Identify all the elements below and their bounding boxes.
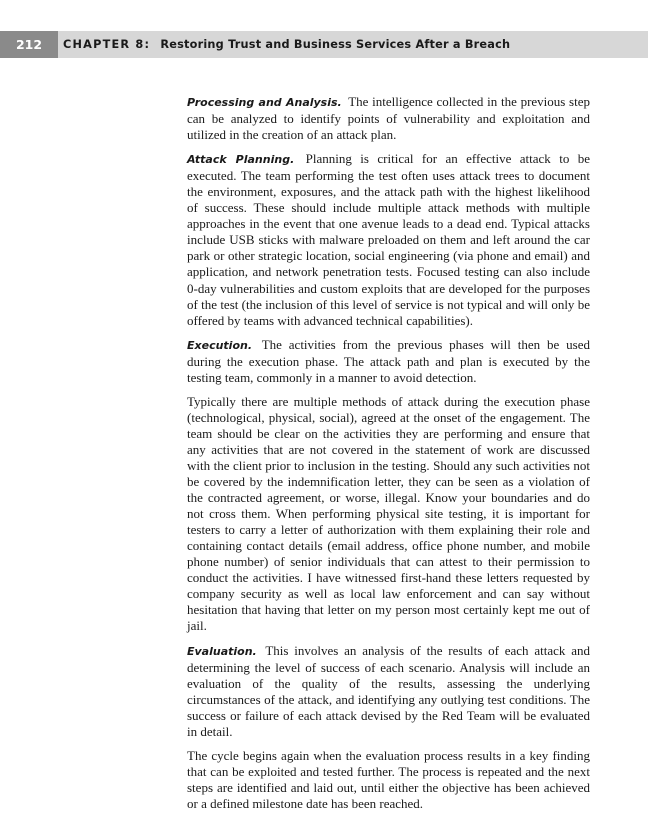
paragraph-text: This involves an analysis of the results of each attack and determining the level of success of each scenario. Analysis will include an evaluation of the quality of the results, assessing the underlying circumstances of the attack, and identifying any outlying test conditions. The success or failure of each attack devised by the Red Team will be evaluated in detail. xyxy=(187,642,590,739)
run-in-heading: Execution. xyxy=(187,338,253,352)
paragraph-text: The activities from the previous phases will then be used during the execution phase. The attack path and plan is executed by the testing team, commonly in a manner to avoid detection. xyxy=(187,336,591,385)
paragraph-cycle xyxy=(187,748,590,812)
body-text xyxy=(187,94,590,820)
paragraph-text: Typically there are multiple methods of attack during the execution phase (technological, physical, social), agreed at the onset of the engagement. The team should be clear on the activities they are performing and ensure that any activities that are not covered in the statement of work are discussed with the client prior to inclusion in the testing. Should any such activities not be covered by the indemnification letter, they can be seen as a violation of the contracted agreement, or worse, illegal. Know your boundaries and do not cross them. When performing physical site testing, it is important for testers to carry a letter of authorization with them explaining their role and containing contact details (email address, office phone number, and mobile phone number) of senior individuals that can attest to their permission to conduct the activities. I have witnessed first-hand these letters requested by company security as well as local law enforcement and can say without hesitation that having that letter on my person most certainly kept me out of jail. xyxy=(187,393,590,634)
chapter-title: Restoring Trust and Business Services After a Breach xyxy=(160,38,511,51)
paragraph-processing-and-analysis xyxy=(187,94,590,143)
paragraph-attack-planning xyxy=(187,151,590,329)
chapter-label: CHAPTER 8: xyxy=(63,38,151,51)
running-header xyxy=(0,31,648,58)
paragraph-text: Planning is critical for an effective attack to be executed. The team performing the test often uses attack trees to document the environment, exposures, and the attack path with the highest likelihood of success. These should include multiple attack methods with multiple approaches in the event that one avenue leads to a dead end. Typical attacks include USB sticks with malware preloaded on them and left around the car park or other strategic location, social engineering (via phone and email) and application, and network penetration tests. Focused testing can also include 0-day vulnerabilities and custom exploits that are developed for the purposes of the test (the inclusion of this level of service is not typical and will only be offered by teams with advanced technical capabilities). xyxy=(187,151,590,328)
run-in-heading: Attack Planning. xyxy=(187,153,295,167)
run-in-heading: Processing and Analysis. xyxy=(187,96,342,109)
paragraph-execution-methods xyxy=(187,394,590,635)
page-number: 212 xyxy=(0,31,58,58)
paragraph-execution xyxy=(187,337,590,386)
paragraph-text: The cycle begins again when the evaluation process results in a key finding that can be exploited and tested further. The process is repeated and the next steps are identified and laid out, until either the objective has been achieved or a defined milestone date has been reached. xyxy=(187,747,590,811)
chapter-heading xyxy=(63,31,510,58)
paragraph-evaluation xyxy=(187,643,590,740)
run-in-heading: Evaluation. xyxy=(187,644,257,658)
paragraph-text: The intelligence collected in the previous step can be analyzed to identify points of vulnerability and exploitation and utilized in the creation of an attack plan. xyxy=(187,94,590,143)
